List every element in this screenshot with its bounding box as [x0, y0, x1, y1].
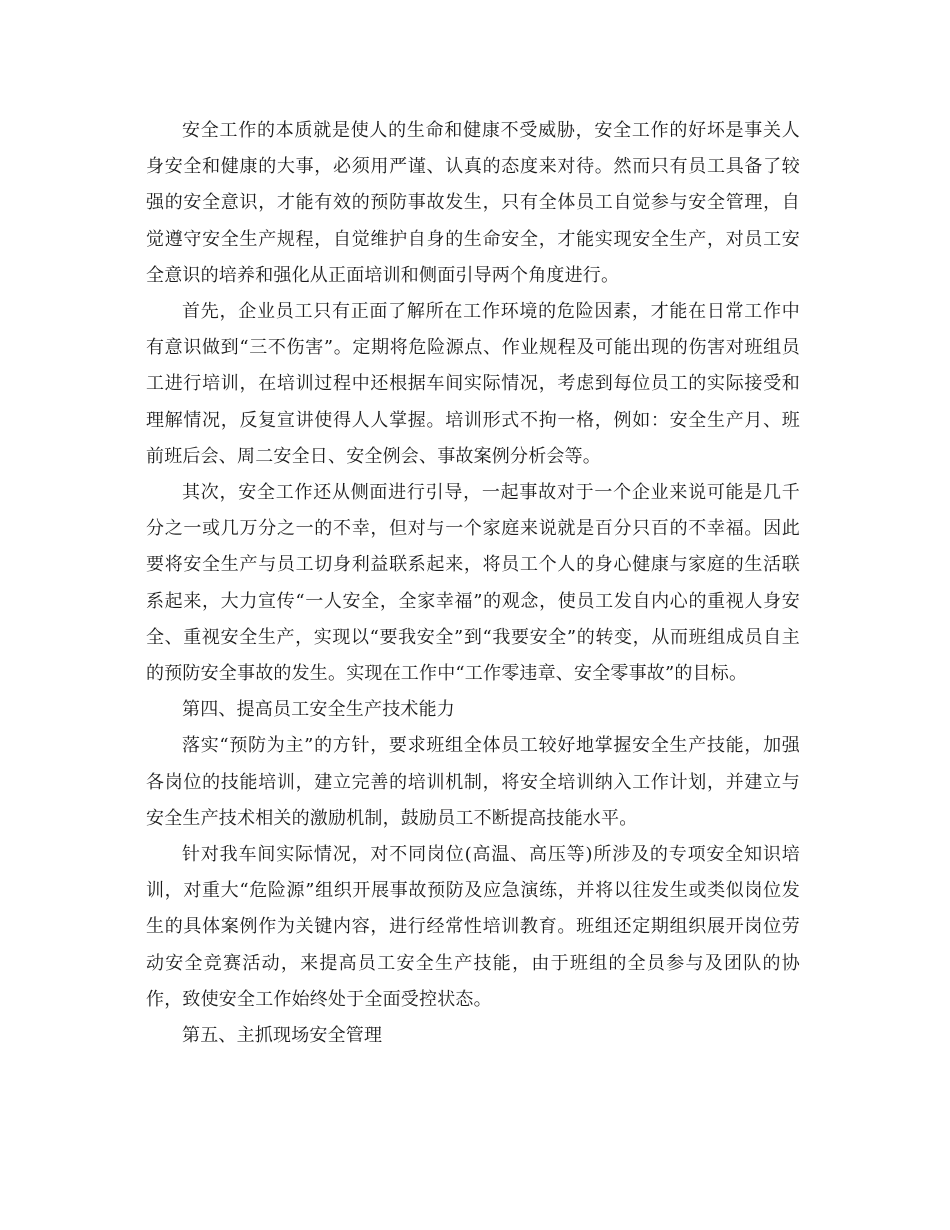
section-heading-four: 第四、提高员工安全生产技术能力 [182, 699, 455, 721]
paragraph-workshop-training: 针对我车间实际情况，对不同岗位(高温、高压等)所涉及的专项安全知识培训，对重大“危险源”组织开展事故预防及应急演练，并将以往发生或类似岗位发生的具体案例作为关键内容，进行经常性培训教育。班组还定期组织展开岗位劳动安全竞赛活动，来提高员工安全生产技能，由于班组的全员参与及团队的协作，致使安全工作始终处于全面受控状态。 [146, 844, 800, 1010]
document-body [146, 113, 800, 1054]
paragraph-prevention-policy: 落实“预防为主”的方针，要求班组全体员工较好地掌握安全生产技能，加强各岗位的技能培训，建立完善的培训机制，将安全培训纳入工作计划，并建立与安全生产技术相关的激励机制，鼓励员工不断提高技能水平。 [146, 735, 800, 829]
paragraph-second-guidance: 其次，安全工作还从侧面进行引导，一起事故对于一个企业来说可能是几千分之一或几万分之一的不幸，但对与一个家庭来说就是百分只百的不幸福。因此要将安全生产与员工切身利益联系起来，将员工个人的身心健康与家庭的生活联系起来，大力宣传“一人安全，全家幸福”的观念，使员工发自内心的重视人身安全、重视安全生产，实现以“要我安全”到“我要安全”的转变，从而班组成员自主的预防安全事故的发生。实现在工作中“工作零违章、安全零事故”的目标。 [146, 482, 800, 685]
paragraph-first-training: 首先，企业员工只有正面了解所在工作环境的危险因素，才能在日常工作中有意识做到“三不伤害”。定期将危险源点、作业规程及可能出现的伤害对班组员工进行培训，在培训过程中还根据车间实际情况，考虑到每位员工的实际接受和理解情况，反复宣讲使得人人掌握。培训形式不拘一格，例如：安全生产月、班前班后会、周二安全日、安全例会、事故案例分析会等。 [146, 301, 800, 467]
paragraph-safety-essence: 安全工作的本质就是使人的生命和健康不受威胁，安全工作的好坏是事关人身安全和健康的大事，必须用严谨、认真的态度来对待。然而只有员工具备了较强的安全意识，才能有效的预防事故发生，只有全体员工自觉参与安全管理，自觉遵守安全生产规程，自觉维护自身的生命安全，才能实现安全生产，对员工安全意识的培养和强化从正面培训和侧面引导两个角度进行。 [146, 120, 800, 286]
section-heading-five: 第五、主抓现场安全管理 [182, 1025, 383, 1047]
